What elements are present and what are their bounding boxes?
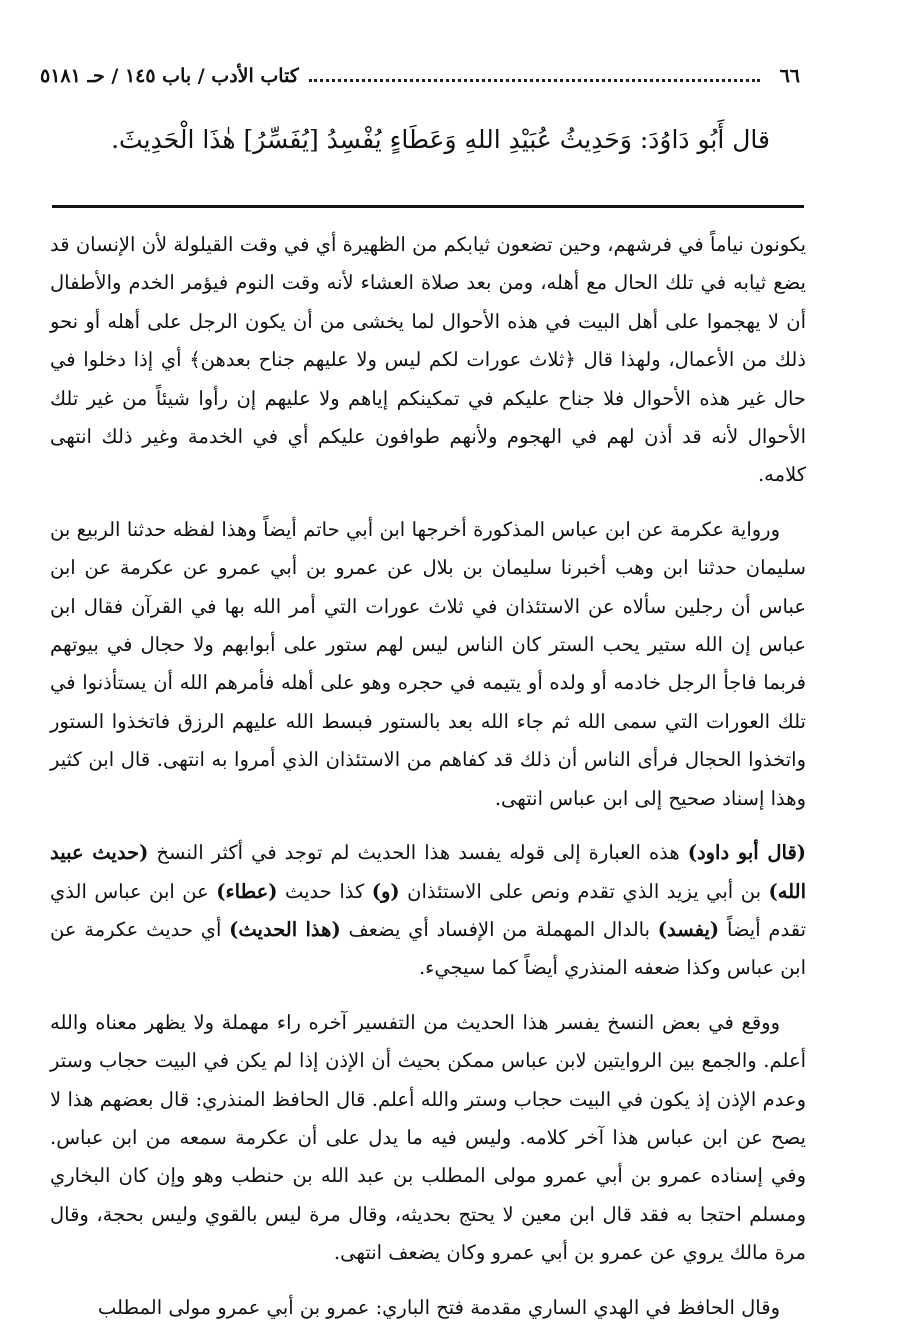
quoted-term: (قال أبو داود) xyxy=(687,841,806,865)
leader-dots xyxy=(309,79,760,82)
commentary-text: أي حديث عكرمة عن ابن عباس وكذا ضعفه المنذري أيضاً كما سيجيء. xyxy=(50,917,806,980)
commentary-text: بن أبي يزيد الذي تقدم ونص على الاستئذان xyxy=(399,879,769,903)
quoted-term: (يفسد) xyxy=(657,917,720,941)
commentary-text: هذه العبارة إلى قوله يفسد هذا الحديث لم توجد في أكثر النسخ xyxy=(148,841,688,865)
commentary-text: كذا حديث xyxy=(277,879,372,903)
paragraph-5: وقال الحافظ في الهدي الساري مقدمة فتح الباري: عمرو بن أبي عمرو مولى المطلب xyxy=(97,1295,780,1319)
separator-rule xyxy=(52,205,804,208)
page-number: ٦٦ xyxy=(779,65,800,87)
hadith-matn: قال أَبُو دَاوُدَ: وَحَدِيثُ عُبَيْدِ اللهِ وَعَطَاءٍ يُفْسِدُ [يُفَسِّرُ] هٰذَا الْحَدِيثَ. xyxy=(111,125,770,154)
paragraph-2: ورواية عكرمة عن ابن عباس المذكورة أخرجها ابن أبي حاتم أيضاً وهذا لفظه حدثنا الربيع بن سليمان حدثنا ابن وهب أخبرنا سليمان بن بلال عن عمرو بن أبي عمرو عن عكرمة عن ابن عباس أن رجلين سألاه عن الاستئذان في ثلاث عورات التي أمر الله بها في القرآن فقال ابن عباس إن الله ستير يحب الستر كان الناس ليس لهم ستور على أبوابهم ولا حجال في بيوتهم فربما فاجأ الرجل خادمه أو ولده أو يتيمه في حجره وهو على أهله فأمرهم الله أن يستأذنوا في تلك العورات التي سمى الله ثم جاء الله بعد بالستور فبسط الله عليهم الرزق فاتخذوا الستور واتخذوا الحجال فرأى الناس أن ذلك قد كفاهم من الاستئذان الذي أمروا به انتهى. قال ابن كثير وهذا إسناد صحيح إلى ابن عباس انتهى. xyxy=(50,517,806,810)
commentary-body xyxy=(50,226,806,1343)
page-header xyxy=(40,56,800,96)
commentary-text: عن ابن عباس الذي تقدم أيضاً xyxy=(50,879,807,941)
paragraph-3 xyxy=(50,834,806,988)
quoted-term: (هذا الحديث) xyxy=(229,917,341,941)
quoted-term: (حديث عبيد الله) xyxy=(50,841,806,903)
quoted-term: (عطاء) xyxy=(216,879,278,903)
paragraph-1: يكونون نياماً في فرشهم، وحين تضعون ثيابكم من الظهيرة أي في وقت القيلولة لأن الإنسان قد يضع ثيابه في تلك الحال مع أهله، ومن بعد صلاة العشاء لأنه وقت النوم فيؤمر الخدم والأطفال أن لا يهجموا على أهل البيت في هذه الأحوال لما يخشى من أن يكون الرجل على أهله أو نحو ذلك من الأعمال، ولهذا قال ﴿ثلاث عورات لكم ليس ولا عليهم جناح بعدهن﴾ أي إذا دخلوا في حال غير هذه الأحوال فلا جناح عليكم في تمكينكم إياهم ولا عليهم إن رأوا شيئاً من غير تلك الأحوال لأنه قد أذن لهم في الهجوم ولأنهم طوافون عليكم أي في الخدمة وغير ذلك انتهى كلامه. xyxy=(50,233,806,487)
paragraph-4: ووقع في بعض النسخ يفسر هذا الحديث من التفسير آخره راء مهملة ولا يظهر معناه والله أعلم. والجمع بين الروايتين لابن عباس ممكن بحيث أن الإذن إذا لم يكن في البيت حجاب وستر وعدم الإذن إذ يكون في البيت حجاب وستر والله أعلم. قال الحافظ المنذري: قال بعضهم هذا لا يصح عن ابن عباس هذا آخر كلامه. وليس فيه ما يدل على أن عكرمة سمعه من ابن عباس. وفي إسناده عمرو بن أبي عمرو مولى المطلب بن عبد الله بن حنطب وهو وإن كان البخاري ومسلم احتجا به فقد قال ابن معين لا يحتج بحديثه، وقال مرة ليس بالقوي وليس بحجة، وقال مرة مالك يروي عن عمرو بن أبي عمرو وكان يضعف انتهى. xyxy=(50,1010,806,1265)
commentary-text: بالدال المهملة من الإفساد أي يضعف xyxy=(340,917,658,941)
quoted-term: (و) xyxy=(371,879,400,903)
running-head: كتاب الأدب / باب ١٤٥ / حـ ٥١٨١ xyxy=(40,65,299,87)
